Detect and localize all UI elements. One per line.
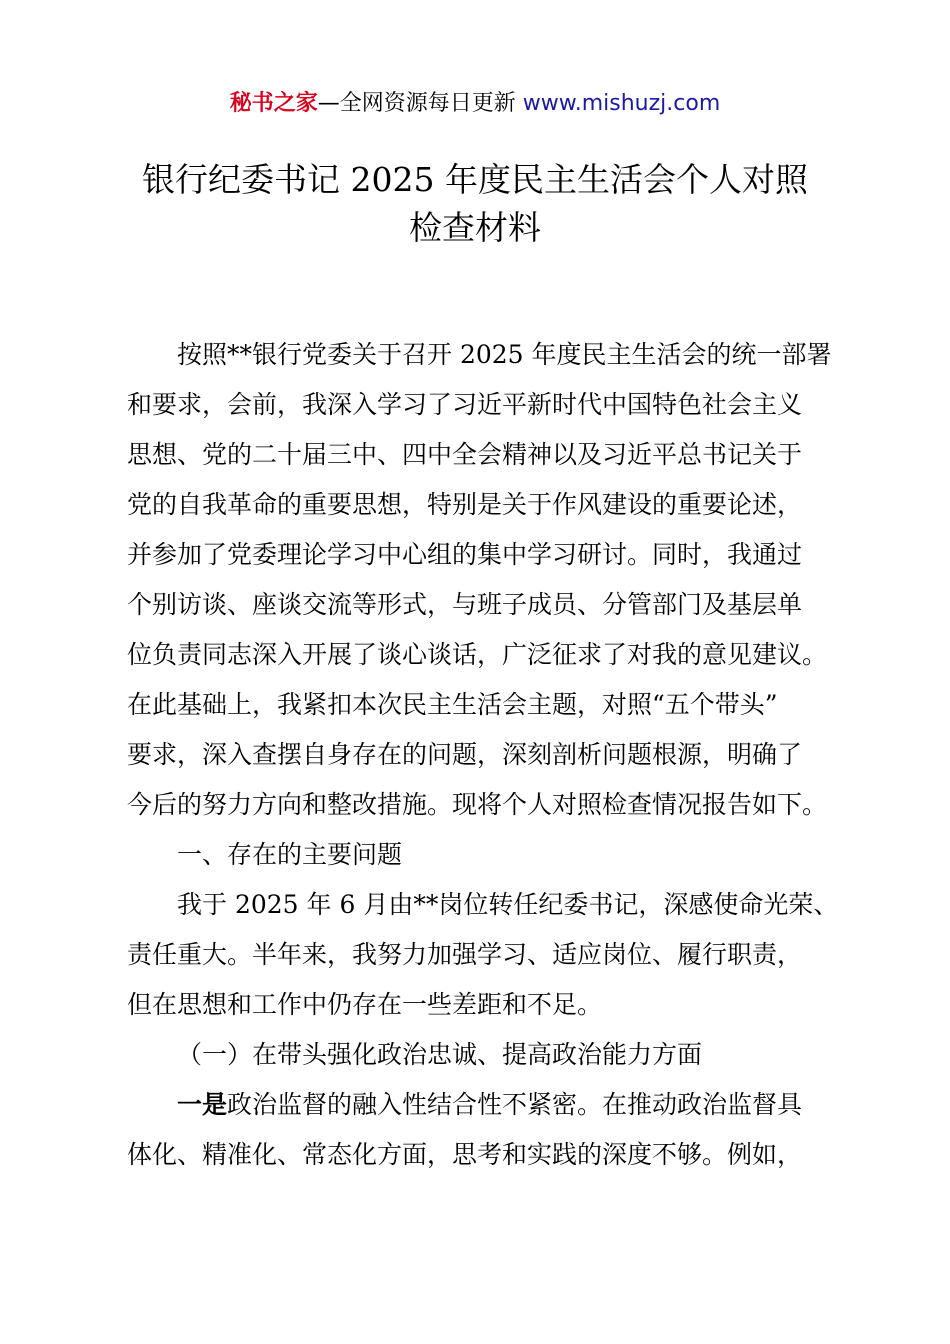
point-line	[127, 1080, 833, 1130]
paragraph-line: 体化、精准化、常态化方面，思考和实践的深度不够。例如，	[127, 1140, 803, 1169]
paragraph-line: 位负责同志深入开展了谈心谈话，广泛征求了对我的意见建议。	[127, 640, 828, 669]
paragraph-line: 我于 2025 年 6 月由**岗位转任纪委书记，深感使命光荣、	[177, 890, 839, 919]
paragraph-line: 今后的努力方向和整改措施。现将个人对照检查情况报告如下。	[127, 790, 828, 819]
paragraph-line: 思想、党的二十届三中、四中全会精神以及习近平总书记关于	[127, 440, 803, 469]
brand-name: 秘书之家	[229, 91, 318, 116]
paragraph-line: 个别访谈、座谈交流等形式，与班子成员、分管部门及基层单	[127, 590, 803, 619]
paragraph-line: 并参加了党委理论学习中心组的集中学习研讨。同时，我通过	[127, 540, 803, 569]
paragraph-line: 但在思想和工作中仍存在一些差距和不足。	[127, 990, 603, 1019]
section-heading: 一、存在的主要问题	[177, 840, 403, 869]
paragraph-line: 责任重大。半年来，我努力加强学习、适应岗位、履行职责，	[127, 940, 803, 969]
site-url-link[interactable]: www.mishuzj.com	[522, 91, 721, 116]
site-header	[0, 88, 950, 120]
paragraph-line: 要求，深入查摆自身存在的问题，深刻剖析问题根源，明确了	[127, 740, 803, 769]
paragraph-line: 和要求，会前，我深入学习了习近平新时代中国特色社会主义	[127, 390, 803, 419]
subsection-heading: （一）在带头强化政治忠诚、提高政治能力方面	[177, 1040, 703, 1069]
paragraph-line: 在此基础上，我紧扣本次民主生活会主题，对照“五个带头”	[127, 690, 778, 719]
title-line-2: 检查材料	[409, 208, 541, 247]
document-title	[100, 156, 850, 252]
title-line-1: 银行纪委书记 2025 年度民主生活会个人对照	[142, 160, 808, 199]
document-body	[127, 330, 839, 1180]
paragraph-line: 党的自我革命的重要思想，特别是关于作风建设的重要论述，	[127, 490, 803, 519]
paragraph-line: 按照**银行党委关于召开 2025 年度民主生活会的统一部署	[177, 340, 832, 369]
header-tagline: —全网资源每日更新	[317, 91, 523, 116]
point-text: 政治监督的融入性结合性不紧密。在推动政治监督具	[227, 1090, 803, 1119]
point-label: 一是	[177, 1090, 228, 1119]
